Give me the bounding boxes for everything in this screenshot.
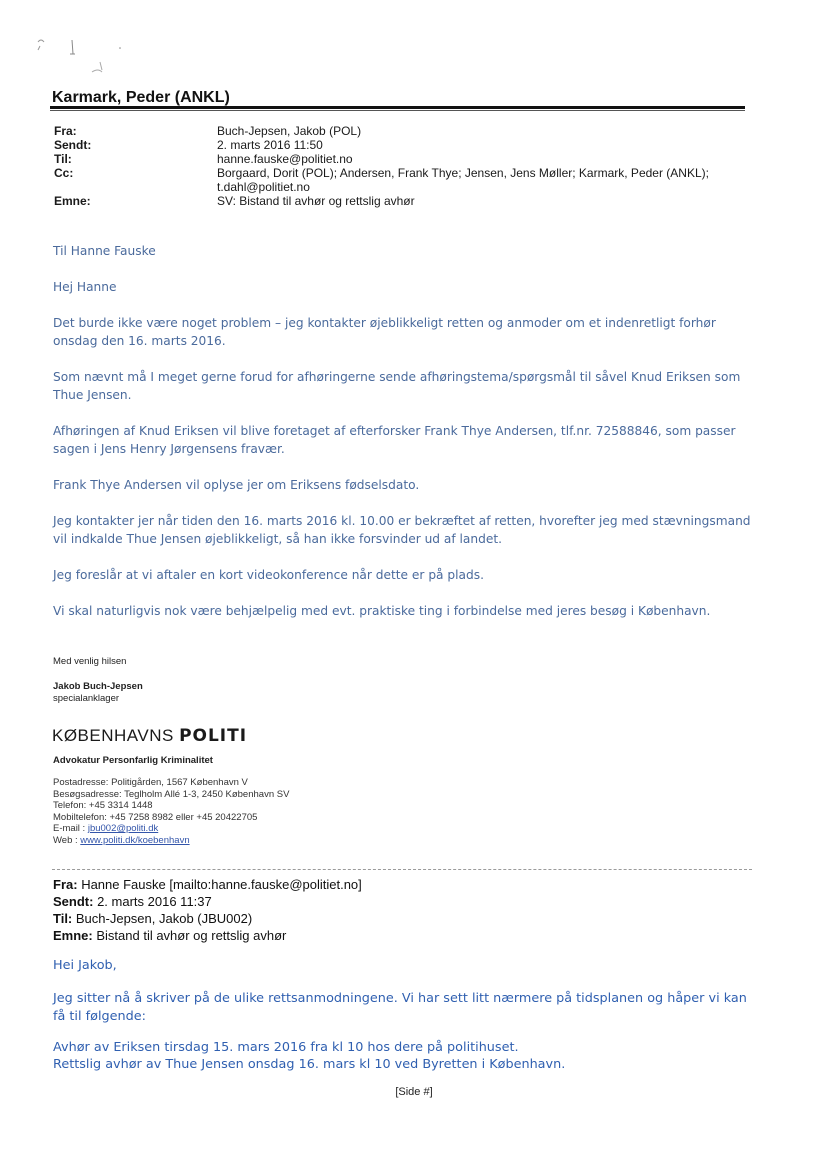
police-logo — [52, 726, 247, 746]
email-line — [53, 823, 289, 835]
meta-row-sent — [54, 138, 754, 152]
forward-separator — [52, 869, 752, 870]
fwd-paragraph: Jeg sitter nå å skriver på de ulike rettsanmodningene. Vi har sett litt nærmere på tidsplanen og håper vi kan få til følgende: — [53, 991, 747, 1024]
address-line: Telefon: +45 3314 1448 — [53, 800, 153, 811]
body-paragraph: Vi skal naturligvis nok være behjælpelig med evt. praktiske ting i forbindelse med jeres besøg i København. — [53, 604, 711, 618]
address-line: Postadresse: Politigården, 1567 København V — [53, 777, 248, 788]
meta-label: Emne: — [54, 194, 91, 208]
meta-value: 2. marts 2016 11:50 — [217, 138, 323, 152]
meta-value: SV: Bistand til avhør og rettslig avhør — [217, 194, 415, 208]
fwd-value: Hanne Fauske [mailto:hanne.fauske@politiet.no] — [81, 877, 362, 892]
fwd-value: Buch-Jepsen, Jakob (JBU002) — [75, 911, 253, 926]
signature-block — [53, 681, 143, 705]
meta-row-to — [54, 152, 754, 166]
web-line — [53, 835, 289, 847]
signature-department — [53, 755, 213, 767]
header-rule — [50, 106, 745, 109]
fwd-label: Fra: — [53, 877, 78, 892]
meta-row-from — [54, 124, 754, 138]
body-paragraph: Som nævnt må I meget gerne forud for afhøringerne sende afhøringstema/spørgsmål til såvel Knud Eriksen som Thue Jensen. — [53, 370, 741, 402]
meta-value: hanne.fauske@politiet.no — [217, 152, 353, 166]
fwd-to-row — [53, 910, 362, 927]
body-paragraph: Til Hanne Fauske — [53, 244, 156, 258]
address-line: Mobiltelefon: +45 7258 8982 eller +45 20422705 — [53, 811, 258, 823]
fwd-paragraph: Avhør av Eriksen tirsdag 15. mars 2016 fra kl 10 hos dere på politihuset. — [53, 1040, 519, 1055]
signature-address — [53, 777, 289, 846]
forwarded-header — [53, 876, 362, 944]
meta-label: Fra: — [54, 124, 77, 138]
department-name: Advokatur Personfarlig Kriminalitet — [53, 755, 213, 766]
web-link[interactable]: www.politi.dk/koebenhavn — [80, 834, 190, 846]
signature-name: Jakob Buch-Jepsen — [53, 681, 143, 692]
meta-row-cc — [54, 166, 754, 194]
fwd-value: 2. marts 2016 11:37 — [97, 894, 212, 909]
body-paragraph: Hej Hanne — [53, 280, 117, 294]
fwd-sent-row — [53, 893, 362, 910]
address-line: Besøgsadresse: Teglholm Allé 1-3, 2450 København SV — [53, 788, 290, 800]
body-paragraph: Jeg foreslår at vi aftaler en kort videokonference når dette er på plads. — [53, 568, 484, 582]
meta-label: Til: — [54, 152, 72, 166]
email-meta — [54, 124, 754, 208]
fwd-from-row — [53, 876, 362, 893]
email-link[interactable]: jbu002@politi.dk — [87, 823, 159, 834]
fwd-paragraph: Hei Jakob, — [53, 958, 117, 973]
body-paragraph: Afhøringen af Knud Eriksen vil blive foretaget af efterforsker Frank Thye Andersen, tlf.nr. 72588846, som passer sagen i Jens Henry Jørgensens fravær. — [53, 424, 736, 456]
fwd-subject-row — [53, 927, 362, 944]
fwd-value: Bistand til avhør og rettslig avhør — [96, 928, 287, 943]
page-footer: [Side #] — [395, 1086, 433, 1098]
header-rule-thin — [50, 110, 745, 111]
fwd-label: Emne: — [53, 928, 93, 943]
web-label: Web : — [53, 834, 78, 846]
fwd-label: Til: — [53, 911, 73, 926]
body-paragraph: Jeg kontakter jer når tiden den 16. marts 2016 kl. 10.00 er bekræftet af retten, hvorefter jeg med stævningsmand vil indkalde Thue Jensen øjeblikkeligt, så han ikke forsvinder ud af landet. — [53, 514, 751, 546]
body-paragraph: Frank Thye Andersen vil oplyse jer om Eriksens fødselsdato. — [53, 478, 420, 492]
email-label: E-mail : — [53, 823, 86, 834]
signature-greeting: Med venlig hilsen — [53, 656, 127, 667]
meta-value: Buch-Jepsen, Jakob (POL) — [217, 124, 362, 138]
body-paragraph: Det burde ikke være noget problem – jeg kontakter øjeblikkeligt retten og anmoder om et indenretligt forhør onsdag den 16. marts 2016. — [53, 316, 716, 348]
meta-row-subject — [54, 194, 754, 208]
signature-title: specialanklager — [53, 693, 120, 704]
fwd-label: Sendt: — [53, 894, 94, 909]
header-name: Karmark, Peder (ANKL) — [52, 89, 230, 106]
fwd-paragraph: Rettslig avhør av Thue Jensen onsdag 16. mars kl 10 ved Byretten i København. — [53, 1057, 566, 1072]
logo-text-light: KØBENHAVNS — [52, 726, 174, 745]
meta-label: Sendt: — [54, 138, 92, 152]
meta-value: Borgaard, Dorit (POL); Andersen, Frank Thye; Jensen, Jens Møller; Karmark, Peder (ANKL); t.dahl@politiet.no — [217, 166, 709, 194]
meta-label: Cc: — [54, 166, 74, 180]
logo-text-bold: POLITI — [179, 726, 248, 746]
handwritten-scribble — [30, 32, 130, 80]
